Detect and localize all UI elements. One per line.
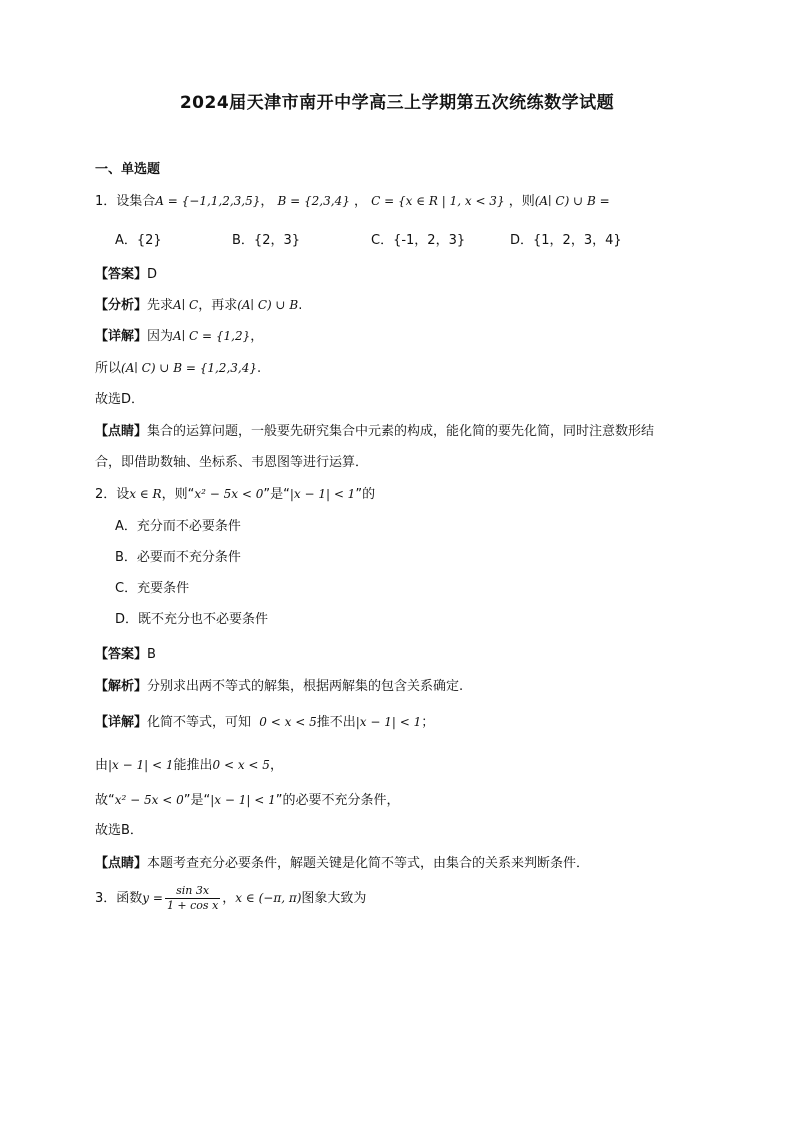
section-heading: 一、单选题 (95, 162, 161, 177)
q1-detail: 【详解】因为A∣ C = {1,2}， (95, 329, 264, 344)
q2-detail-line-3: 故“x² − 5x < 0”是“|x − 1| < 1”的必要不充分条件， (95, 793, 400, 808)
q1-option-c: C．{-1，2，3} (371, 233, 466, 248)
q1-option-b: B．{2，3} (232, 233, 301, 248)
q1-option-a: A．{2} (115, 233, 162, 248)
q2-option-d: D．既不充分也不必要条件 (115, 612, 269, 627)
q2-option-b: B．必要而不充分条件 (115, 550, 241, 565)
q1-answer: 【答案】D (95, 267, 158, 282)
q1-comment-line-2: 合，即借助数轴、坐标系、韦恩图等进行运算． (95, 455, 369, 470)
q2-comment: 【点睛】本题考查充分必要条件，解题关键是化简不等式，由集合的关系来判断条件． (95, 856, 590, 871)
fraction: $\frac{\sin 3x}{\text{1 + cos x}}$ (166, 884, 219, 912)
q2-answer: 【答案】B (95, 647, 156, 662)
question-2-stem: 2．设x ∈ R，则“x² − 5x < 0”是“|x − 1| < 1”的 (95, 487, 376, 502)
question-1-stem: 1．设集合A = {−1,1,2,3,5}， B = {2,3,4} ， C = {x ∈ R | 1, x < 3} ，则(A∣ C) ∪ B = (95, 194, 610, 209)
q2-detail-line-2: 由|x − 1| < 1能推出0 < x < 5， (95, 758, 283, 773)
q2-choose: 故选B． (95, 823, 143, 838)
q1-detail-line-2: 所以(A∣ C) ∪ B = {1,2,3,4}. (95, 361, 262, 376)
q1-comment-line-1: 【点睛】集合的运算问题，一般要先研究集合中元素的构成，能化简的要先化简，同时注意数形结 (95, 424, 655, 439)
page-title: 2024届天津市南开中学高三上学期第五次统练数学试题 (179, 93, 615, 113)
q1-choose: 故选D． (95, 392, 145, 407)
question-3-stem: 3．函数y = $\frac{\sin 3x}{\text{1 + cos x}}$ ，x ∈ (−π, π)图象大致为 (95, 884, 367, 912)
q1-option-d: D．{1，2，3，4} (510, 233, 622, 248)
q1-analysis: 【分析】先求A∣ C，再求(A∣ C) ∪ B. (95, 298, 303, 313)
q2-option-a: A．充分而不必要条件 (115, 519, 241, 534)
q2-option-c: C．充要条件 (115, 581, 190, 596)
q2-detail: 【详解】化简不等式，可知 0 < x < 5推不出|x − 1| < 1； (95, 715, 435, 730)
q2-analysis: 【解析】分别求出两不等式的解集，根据两解集的包含关系确定. (95, 679, 464, 694)
